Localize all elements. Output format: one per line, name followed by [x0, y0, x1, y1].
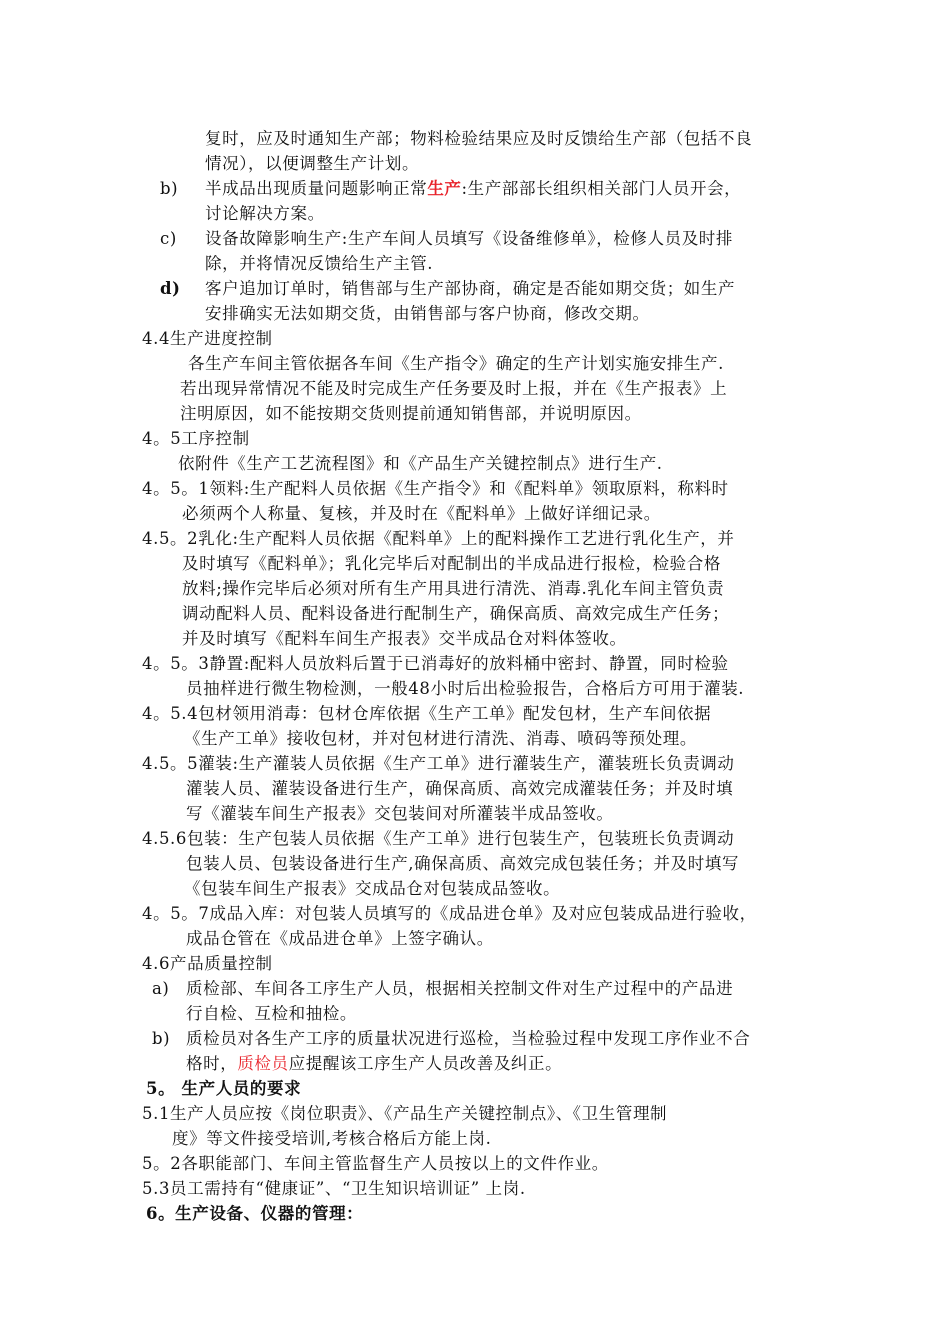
- list-item-b-text: :生产部部长组织相关部门人员开会，: [461, 179, 742, 198]
- clause-4-5-3-continuation: 员抽样进行微生物检测，一般48小时后出检验报告，合格后方可用于灌装.: [186, 679, 745, 698]
- section-heading-4-4: 4.4生产进度控制: [142, 329, 273, 348]
- clause-4-5-7-continuation: 成品仓管在《成品进仓单》上签字确认。: [186, 929, 494, 948]
- list-item-b: 质检员对各生产工序的质量状况进行巡检，当检验过程中发现工序作业不合: [186, 1029, 751, 1048]
- clause-4-5-7: 4。5。7成品入库：对包装人员填写的《成品进仓单》及对应包装成品进行验收，: [142, 904, 757, 923]
- clause-4-5-2-continuation: 调动配料人员、配料设备进行配制生产，确保高质、高效完成生产任务；: [182, 604, 730, 623]
- paragraph-line: 注明原因，如不能按期交货则提前通知销售部，并说明原因。: [180, 404, 642, 423]
- paragraph-line: 各生产车间主管依据各车间《生产指令》确定的生产计划实施安排生产.: [188, 354, 724, 373]
- paragraph-line: 若出现异常情况不能及时完成生产任务要及时上报，并在《生产报表》上: [180, 379, 728, 398]
- list-item-c-continuation: 除，并将情况反馈给生产主管.: [205, 254, 434, 273]
- list-marker-b: b): [160, 179, 179, 198]
- clause-4-5-4-continuation: 《生产工单》接收包材，并对包材进行清洗、消毒、喷码等预处理。: [184, 729, 697, 748]
- list-item-b-text: 应提醒该工序生产人员改善及纠正。: [288, 1054, 563, 1073]
- list-item-c: 设备故障影响生产:生产车间人员填写《设备维修单》，检修人员及时排: [205, 229, 734, 248]
- clause-4-5-1-continuation: 必须两个人称量、复核，并及时在《配料单》上做好详细记录。: [182, 504, 661, 523]
- clause-5-2: 5。2各职能部门、车间主管监督生产人员按以上的文件作业。: [142, 1154, 609, 1173]
- list-item-b: [205, 178, 741, 200]
- clause-4-5-2: 4.5。2乳化:生产配料人员依据《配料单》上的配料操作工艺进行乳化生产，并: [142, 529, 735, 548]
- clause-4-5-4: 4。5.4包材领用消毒：包材仓库依据《生产工单》配发包材，生产车间依据: [142, 704, 712, 723]
- list-item-b-text: 半成品出现质量问题影响正常: [205, 179, 428, 198]
- clause-4-5-2-continuation: 及时填写《配料单》；乳化完毕后对配制出的半成品进行报检，检验合格: [182, 554, 721, 573]
- list-a-continuation: 复时，应及时通知生产部；物料检验结果应及时反馈给生产部（包括不良: [205, 129, 753, 148]
- section-heading-4-6: 4.6产品质量控制: [142, 954, 273, 973]
- section-heading-5: 5。 生产人员的要求: [146, 1079, 302, 1098]
- list-item-b-text: 格时，: [186, 1054, 238, 1073]
- list-a-continuation: 情况），以便调整生产计划。: [205, 154, 420, 173]
- section-heading-4-5: 4。5工序控制: [142, 429, 250, 448]
- clause-4-5-6: 4.5.6包装：生产包装人员依据《生产工单》进行包装生产，包装班长负责调动: [142, 829, 735, 848]
- list-item-b-continuation: 讨论解决方案。: [205, 204, 325, 223]
- list-marker-d: d): [160, 279, 181, 298]
- clause-4-5-3: 4。5。3静置:配料人员放料后置于已消毒好的放料桶中密封、静置，同时检验: [142, 654, 729, 673]
- section-heading-6: 6。生产设备、仪器的管理：: [146, 1204, 364, 1223]
- list-item-a-continuation: 行自检、互检和抽检。: [186, 1004, 357, 1023]
- list-marker-a: a): [152, 979, 170, 998]
- clause-4-5-1: 4。5。1领料:生产配料人员依据《生产指令》和《配料单》领取原料，称料时: [142, 479, 729, 498]
- clause-4-5-5-continuation: 灌装人员、灌装设备进行生产，确保高质、高效完成灌装任务；并及时填: [186, 779, 734, 798]
- clause-4-5-6-continuation: 《包装车间生产报表》交成品仓对包装成品签收。: [184, 879, 561, 898]
- list-item-a: 质检部、车间各工序生产人员，根据相关控制文件对生产过程中的产品进: [186, 979, 734, 998]
- list-item-d: 客户追加订单时，销售部与生产部协商，确定是否能如期交货；如生产: [205, 279, 736, 298]
- clause-4-5-6-continuation: 包装人员、包装设备进行生产,确保高质、高效完成包装任务；并及时填写: [186, 854, 740, 873]
- highlight-text: 生产: [427, 179, 462, 198]
- list-item-b-continuation: [186, 1053, 562, 1075]
- clause-4-5-2-continuation: 并及时填写《配料车间生产报表》交半成品仓对料体签收。: [182, 629, 627, 648]
- clause-4-5-5: 4.5。5灌装:生产灌装人员依据《生产工单》进行灌装生产，灌装班长负责调动: [142, 754, 735, 773]
- clause-5-1-continuation: 度》等文件接受培训,考核合格后方能上岗.: [172, 1129, 492, 1148]
- list-marker-b: b): [152, 1029, 171, 1048]
- clause-5-1: 5.1生产人员应按《岗位职责》、《产品生产关键控制点》、《卫生管理制: [142, 1104, 668, 1123]
- paragraph-line: 依附件《生产工艺流程图》和《产品生产关键控制点》进行生产.: [178, 454, 663, 473]
- clause-4-5-5-continuation: 写《灌装车间生产报表》交包装间对所灌装半成品签收。: [186, 804, 614, 823]
- list-item-d-continuation: 安排确实无法如期交货，由销售部与客户协商，修改交期。: [205, 304, 650, 323]
- highlight-text: 质检员: [237, 1054, 289, 1073]
- list-marker-c: c): [160, 229, 177, 248]
- clause-4-5-2-continuation: 放料;操作完毕后必须对所有生产用具进行清洗、消毒.乳化车间主管负责: [182, 579, 725, 598]
- clause-5-3: 5.3员工需持有“健康证”、“卫生知识培训证” 上岗.: [142, 1179, 526, 1198]
